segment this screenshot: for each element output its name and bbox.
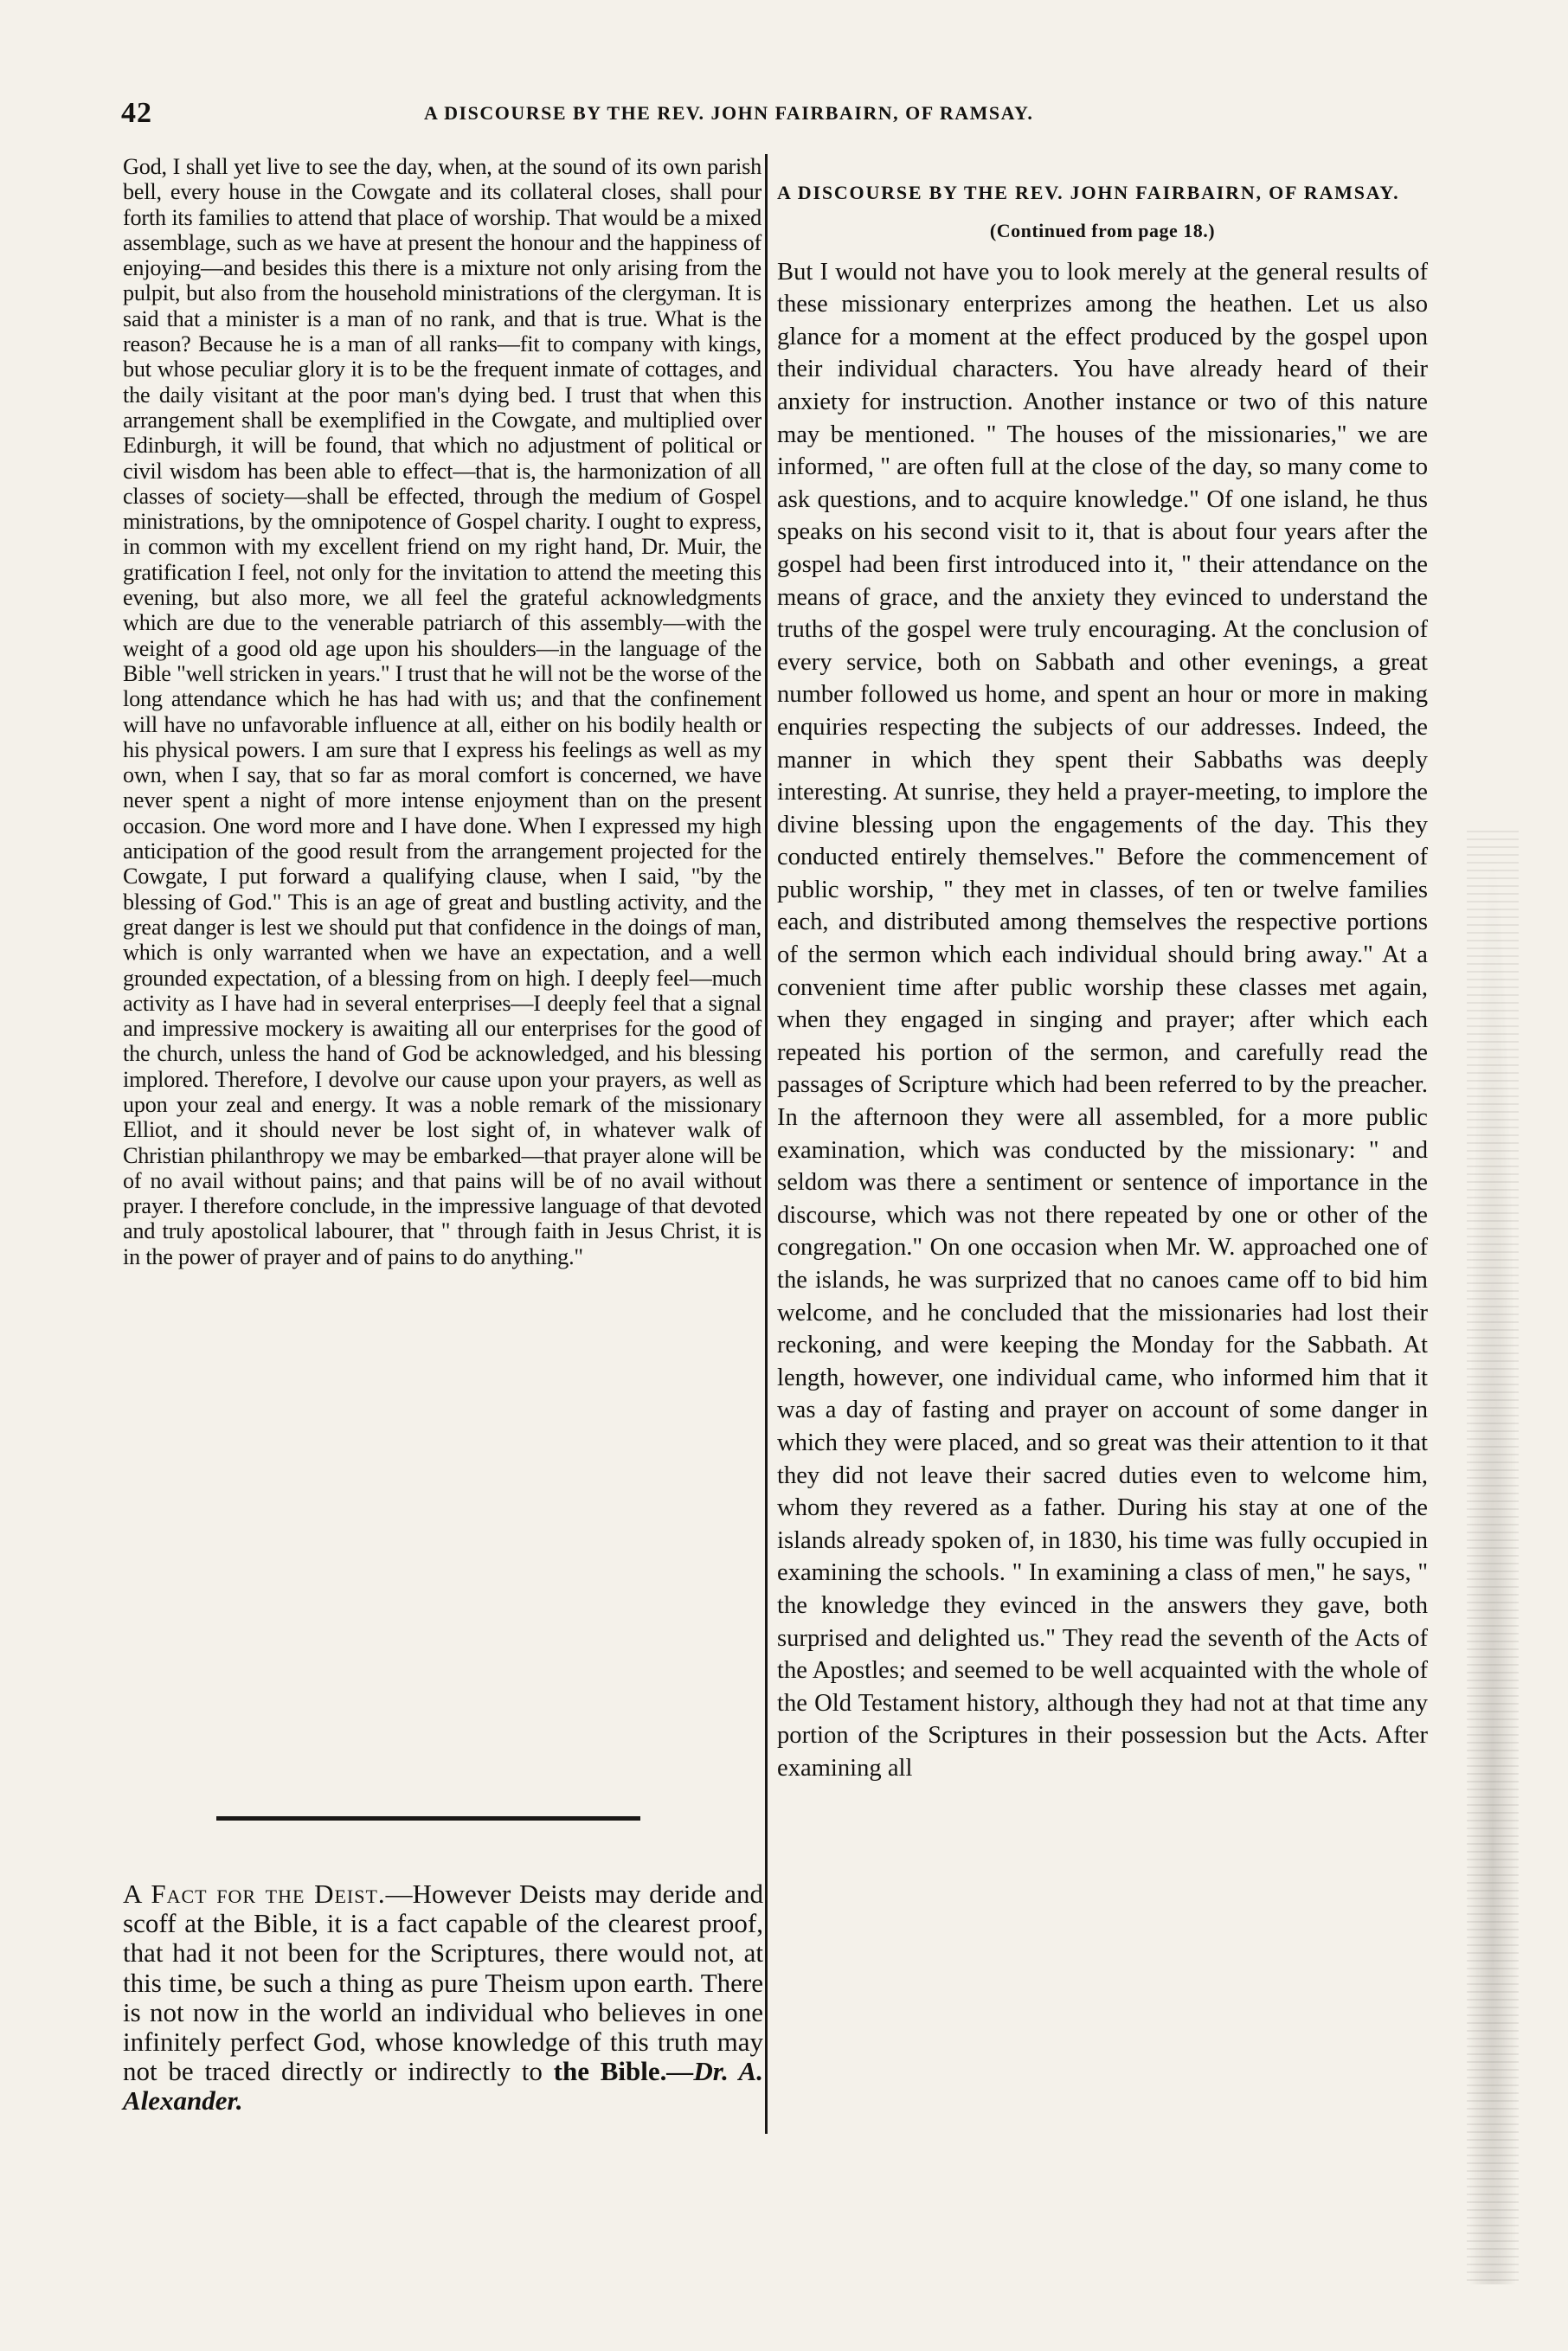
- fact-title: A Fact for the Deist.: [123, 1879, 386, 1909]
- fact-attribution: —Dr. A. Alexander.: [123, 2056, 763, 2117]
- left-paragraph: God, I shall yet live to see the day, when, at the sound of its own parish bell, every house in the Cowgate and its collateral closes, shall pour forth its families to attend that place of worship. That would be a mixed assemblage, such as we have at present the honour and the happiness of enjoying—and besides this there is a mixture not only arising from the pulpit, but also from the household ministrations of the clergyman. It is said that a minister is a man of no rank, and that is true. What is the reason? Because he is a man of all ranks—fit to company with kings, but whose peculiar glory it is to be the frequent inmate of cottages, and the daily visitant at the poor man's dying bed. I trust that when this arrangement shall be exemplified in the Cowgate, and multiplied over Edinburgh, it will be found, that which no adjustment of political or civil wisdom has been able to effect—that is, the harmonization of all classes of society—shall be effected, through the medium of Gospel ministrations, by the omnipotence of Gospel charity. I ought to express, in common with my excellent friend on my right hand, Dr. Muir, the gratification I feel, not only for the invitation to attend the meeting this evening, but also more, we all feel the grateful acknowledgments which are due to the venerable patriarch of this assembly—with the weight of a good old age upon his shoulders—in the language of the Bible "well stricken in years." I trust that he will not be the worse of the long attendance which he has had with us; and that the confinement will have no unfavorable influence at all, either on his bodily health or his physical powers. I am sure that I express his feelings as well as my own, when I say, that so far as moral comfort is concerned, we have never spent a night of more intense enjoyment than on the present occasion. One word more and I have done. When I expressed my high anticipation of the good result from the arrangement projected for the Cowgate, I put forward a qualifying clause, when I said, "by the blessing of God." This is an age of great and bustling activity, and the great danger is lest we should put that confidence in the doings of man, which is only warranted when we have an expectation, and a well grounded expectation, of a blessing from on high. I deeply feel—much activity as I have had in several enterprises—I deeply feel that a signal and impressive mockery is awaiting all our enterprises for the good of the church, unless the hand of God be acknowledged, and his blessing implored. Therefore, I devolve our cause upon your prayers, as well as upon your zeal and energy. It was a noble remark of the missionary Elliot, and it should never be lost sight of, in whatever walk of Christian philanthropy we may be embarked—that prayer alone will be of no avail without pains; and that pains will be of no avail without prayer. I therefore conclude, in the impressive language of that devoted and truly apostolical labourer, that " through faith in Jesus Christ, it is in the power of prayer and of pains to do anything.": [123, 154, 762, 1269]
- discourse-heading: A DISCOURSE BY THE REV. JOHN FAIRBAIRN, OF RAMSAY.: [777, 182, 1400, 203]
- right-paragraph: But I would not have you to look merely at the general results of these missionary enterprizes among the heathen. Let us also glance for a moment at the effect produced by the gospel upon their individual characters. You have already heard of their anxiety for instruction. Another instance or two of this nature may be mentioned. " The houses of the missionaries," we are informed, " are often full at the close of the day, so many come to ask questions, and to acquire knowledge." Of one island, he thus speaks on his second visit to it, that is about four years after the gospel had been first introduced into it, " their attendance on the means of grace, and the anxiety they evinced to understand the truths of the gospel were truly encouraging. At the conclusion of every service, both on Sabbath and other evenings, a great number followed us home, and spent an hour or more in making enquiries respecting the subjects of our addresses. Indeed, the manner in which they spent their Sabbaths was deeply interesting. At sunrise, they held a prayer-meeting, to implore the divine blessing upon the engagements of the day. This they conducted entirely themselves." Before the commencement of public worship, " they met in classes, of ten or twelve families each, and distributed among themselves the respective portions of the sermon which each individual should bring away." At a convenient time after public worship these classes met again, when they engaged in singing and prayer; after which each repeated his portion of the sermon, and carefully read the passages of Scripture which had been referred to by the preacher. In the afternoon they were all assembled, for a more public examination, which was conducted by the missionary: " and seldom was there a sentiment or sentence of importance in the discourse, which was not there repeated by one or other of the congregation." On one occasion when Mr. W. approached one of the islands, he was surprized that no canoes came off to bid him welcome, and he concluded that the missionaries had lost their reckoning, and were keeping the Monday for the Sabbath. At length, however, one individual came, who informed him that it was a day of fasting and prayer on account of some danger in which they were placed, and so great was their attention to it that they did not leave their sacred duties even to welcome him, whom they revered as a father. During his stay at one of the islands already spoken of, in 1830, his time was fully occupied in examining the schools. " In examining a class of men," he says, " the knowledge they evinced in the answers they gave, both surprised and delighted us." They read the seventh of the Acts of the Apostles; and seemed to be well acquainted with the whole of the Old Testament history, although they had not at that time any portion of the Scriptures in their possession but the Acts. After examining all: [777, 258, 1428, 1782]
- section-divider: [216, 1816, 640, 1821]
- fact-for-deist: [123, 1879, 763, 2117]
- running-head: [121, 97, 1454, 132]
- right-column: [777, 177, 1428, 1785]
- continued-note: (Continued from page 18.): [989, 220, 1216, 241]
- running-title: A DISCOURSE BY THE REV. JOHN FAIRBAIRN, OF RAMSAY.: [424, 102, 1034, 124]
- left-column: [123, 154, 762, 1269]
- fact-tail: the Bible.: [553, 2056, 667, 2087]
- page-number: 42: [121, 97, 152, 129]
- margin-bleed-through: [1467, 831, 1519, 2284]
- column-divider: [765, 154, 768, 2134]
- fact-body: —However Deists may deride and scoff at the Bible, it is a fact capable of the clearest proof, that had it not been for the Scriptures, there would not, at this time, be such a thing as pure Theism upon earth. There is not now in the world an individual who believes in one infinitely perfect God, whose knowledge of this truth may not be traced directly or indirectly to: [123, 1879, 763, 2087]
